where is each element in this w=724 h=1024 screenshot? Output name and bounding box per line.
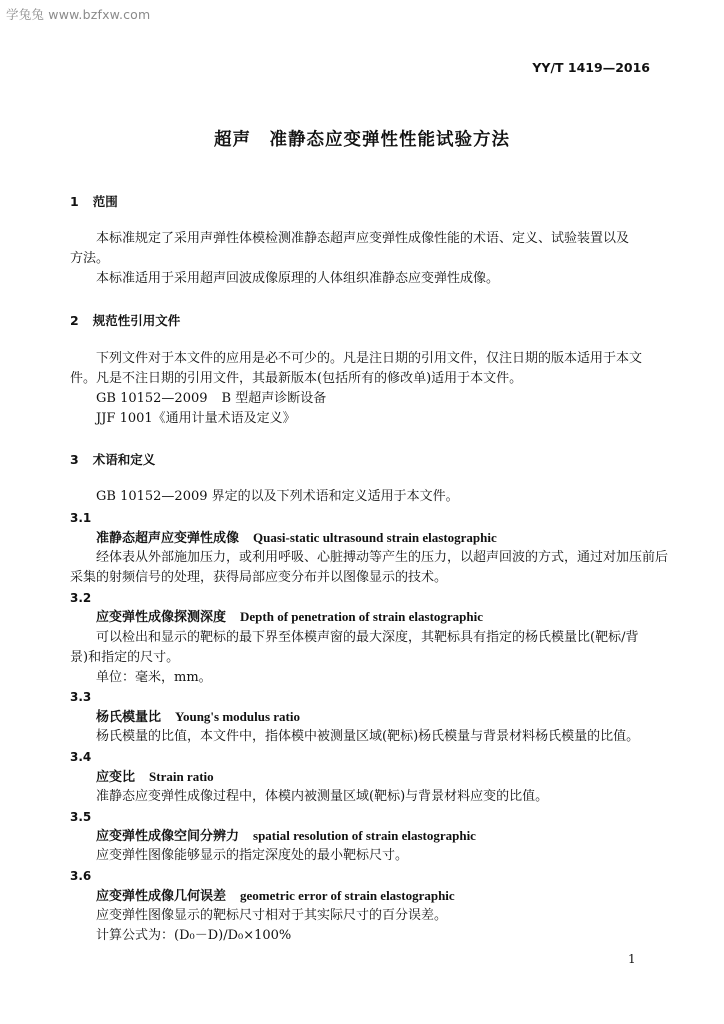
term-name-zh: 应变弹性成像空间分辨力 <box>96 829 240 844</box>
term-unit: 单位：毫米，mm。 <box>96 670 212 685</box>
term-number: 3.1 <box>70 511 92 525</box>
term-definition: 景)和指定的尺寸。 <box>70 650 180 665</box>
normative-reference: JJF 1001《通用计量术语及定义》 <box>96 411 296 426</box>
term-definition: 准静态应变弹性成像过程中，体模内被测量区域(靶标)与背景材料应变的比值。 <box>96 789 549 804</box>
term-heading <box>96 531 497 545</box>
section-number: 1 <box>70 194 79 209</box>
section-1-heading <box>70 192 118 210</box>
term-heading <box>96 610 483 624</box>
paragraph-line: 本标准规定了采用声弹性体模检测准静态超声应变弹性成像性能的术语、定义、试验装置以及 <box>96 231 630 246</box>
section-3-heading <box>70 450 155 468</box>
paragraph-line: 本标准适用于采用超声回波成像原理的人体组织准静态应变弹性成像。 <box>96 271 500 286</box>
term-definition: 可以检出和显示的靶标的最下界至体模声窗的最大深度，其靶标具有指定的杨氏模量比(靶标/背 <box>96 630 639 645</box>
paragraph-line: 方法。 <box>70 251 110 266</box>
term-definition: 经体表从外部施加压力，或利用呼吸、心脏搏动等产生的压力，以超声回波的方式，通过对加压前后 <box>96 550 669 565</box>
reference-code: GB 10152—2009 <box>96 391 208 406</box>
standard-code: YY/T 1419—2016 <box>532 60 650 75</box>
term-heading <box>96 829 476 843</box>
formula: 计算公式为：(D₀－D)/D₀×100% <box>96 928 292 943</box>
section-title: 规范性引用文件 <box>92 313 181 328</box>
paragraph-line: 下列文件对于本文件的应用是必不可少的。凡是注日期的引用文件，仅注日期的版本适用于本文 <box>96 351 643 366</box>
term-name-zh: 应变弹性成像几何误差 <box>96 889 227 904</box>
watermark: 学兔兔 www.bzfxw.com <box>6 7 151 22</box>
term-name-en: Depth of penetration of strain elastographic <box>240 609 484 624</box>
term-name-zh: 应变比 <box>96 770 136 785</box>
term-number: 3.3 <box>70 690 92 704</box>
paragraph-line: 件。凡是不注日期的引用文件，其最新版本(包括所有的修改单)适用于本文件。 <box>70 371 523 386</box>
normative-reference <box>96 392 326 405</box>
term-name-en: geometric error of strain elastographic <box>240 888 455 903</box>
term-number: 3.4 <box>70 750 92 764</box>
term-heading <box>96 710 300 724</box>
reference-title: B 型超声诊断设备 <box>221 391 327 406</box>
term-name-zh: 准静态超声应变弹性成像 <box>96 531 240 546</box>
term-number: 3.2 <box>70 591 92 605</box>
term-definition: 应变弹性图像能够显示的指定深度处的最小靶标尺寸。 <box>96 848 409 863</box>
term-name-en: Young's modulus ratio <box>175 709 300 724</box>
term-name-zh: 杨氏模量比 <box>96 710 162 725</box>
term-heading <box>96 770 214 784</box>
term-definition: 杨氏模量的比值，本文件中，指体模中被测量区域(靶标)杨氏模量与背景材料杨氏模量的比值。 <box>96 729 640 744</box>
term-definition: 采集的射频信号的处理，获得局部应变分布并以图像显示的技术。 <box>70 570 448 585</box>
term-number: 3.5 <box>70 810 92 824</box>
term-name-en: Quasi-static ultrasound strain elastographic <box>253 530 497 545</box>
term-name-zh: 应变弹性成像探测深度 <box>96 610 227 625</box>
section-number: 2 <box>70 313 79 328</box>
section-number: 3 <box>70 452 79 467</box>
page-number: 1 <box>628 952 636 966</box>
term-heading <box>96 889 455 903</box>
document-title: 超声 准静态应变弹性性能试验方法 <box>214 130 510 150</box>
section-2-heading <box>70 311 180 329</box>
term-name-en: spatial resolution of strain elastographic <box>253 828 476 843</box>
paragraph-line: GB 10152—2009 界定的以及下列术语和定义适用于本文件。 <box>96 489 459 504</box>
section-title: 范围 <box>92 194 118 209</box>
term-name-en: Strain ratio <box>149 769 214 784</box>
term-number: 3.6 <box>70 869 92 883</box>
term-definition: 应变弹性图像显示的靶标尺寸相对于其实际尺寸的百分误差。 <box>96 908 448 923</box>
section-title: 术语和定义 <box>92 452 156 467</box>
